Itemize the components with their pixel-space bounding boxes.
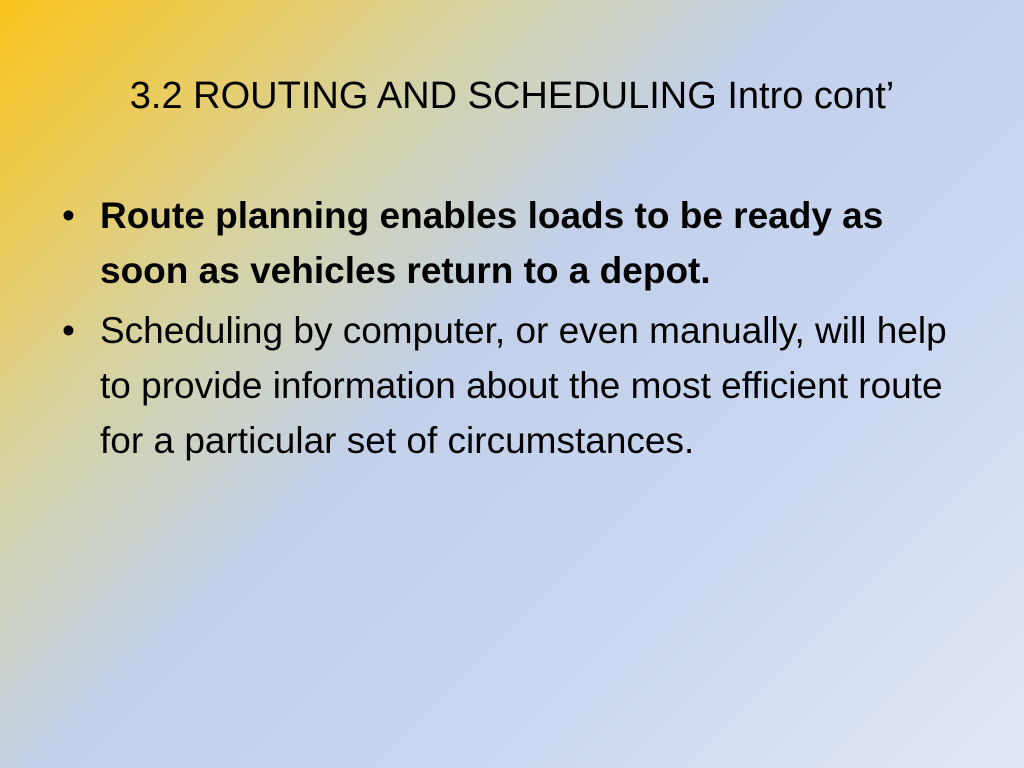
slide-title: 3.2 ROUTING AND SCHEDULING Intro cont’ [129, 75, 895, 117]
bullet-marker: • [62, 310, 75, 351]
bullet-text: Scheduling by computer, or even manually, will help to provide information about the most efficient route for a particular set of circumstances. [100, 310, 947, 461]
bullet-list [62, 188, 962, 473]
bullet-item-route-planning [62, 188, 962, 298]
bullet-text: Route planning enables loads to be ready as soon as vehicles return to a depot. [100, 195, 884, 291]
bullet-marker: • [62, 195, 75, 236]
bullet-item-scheduling [62, 303, 962, 468]
